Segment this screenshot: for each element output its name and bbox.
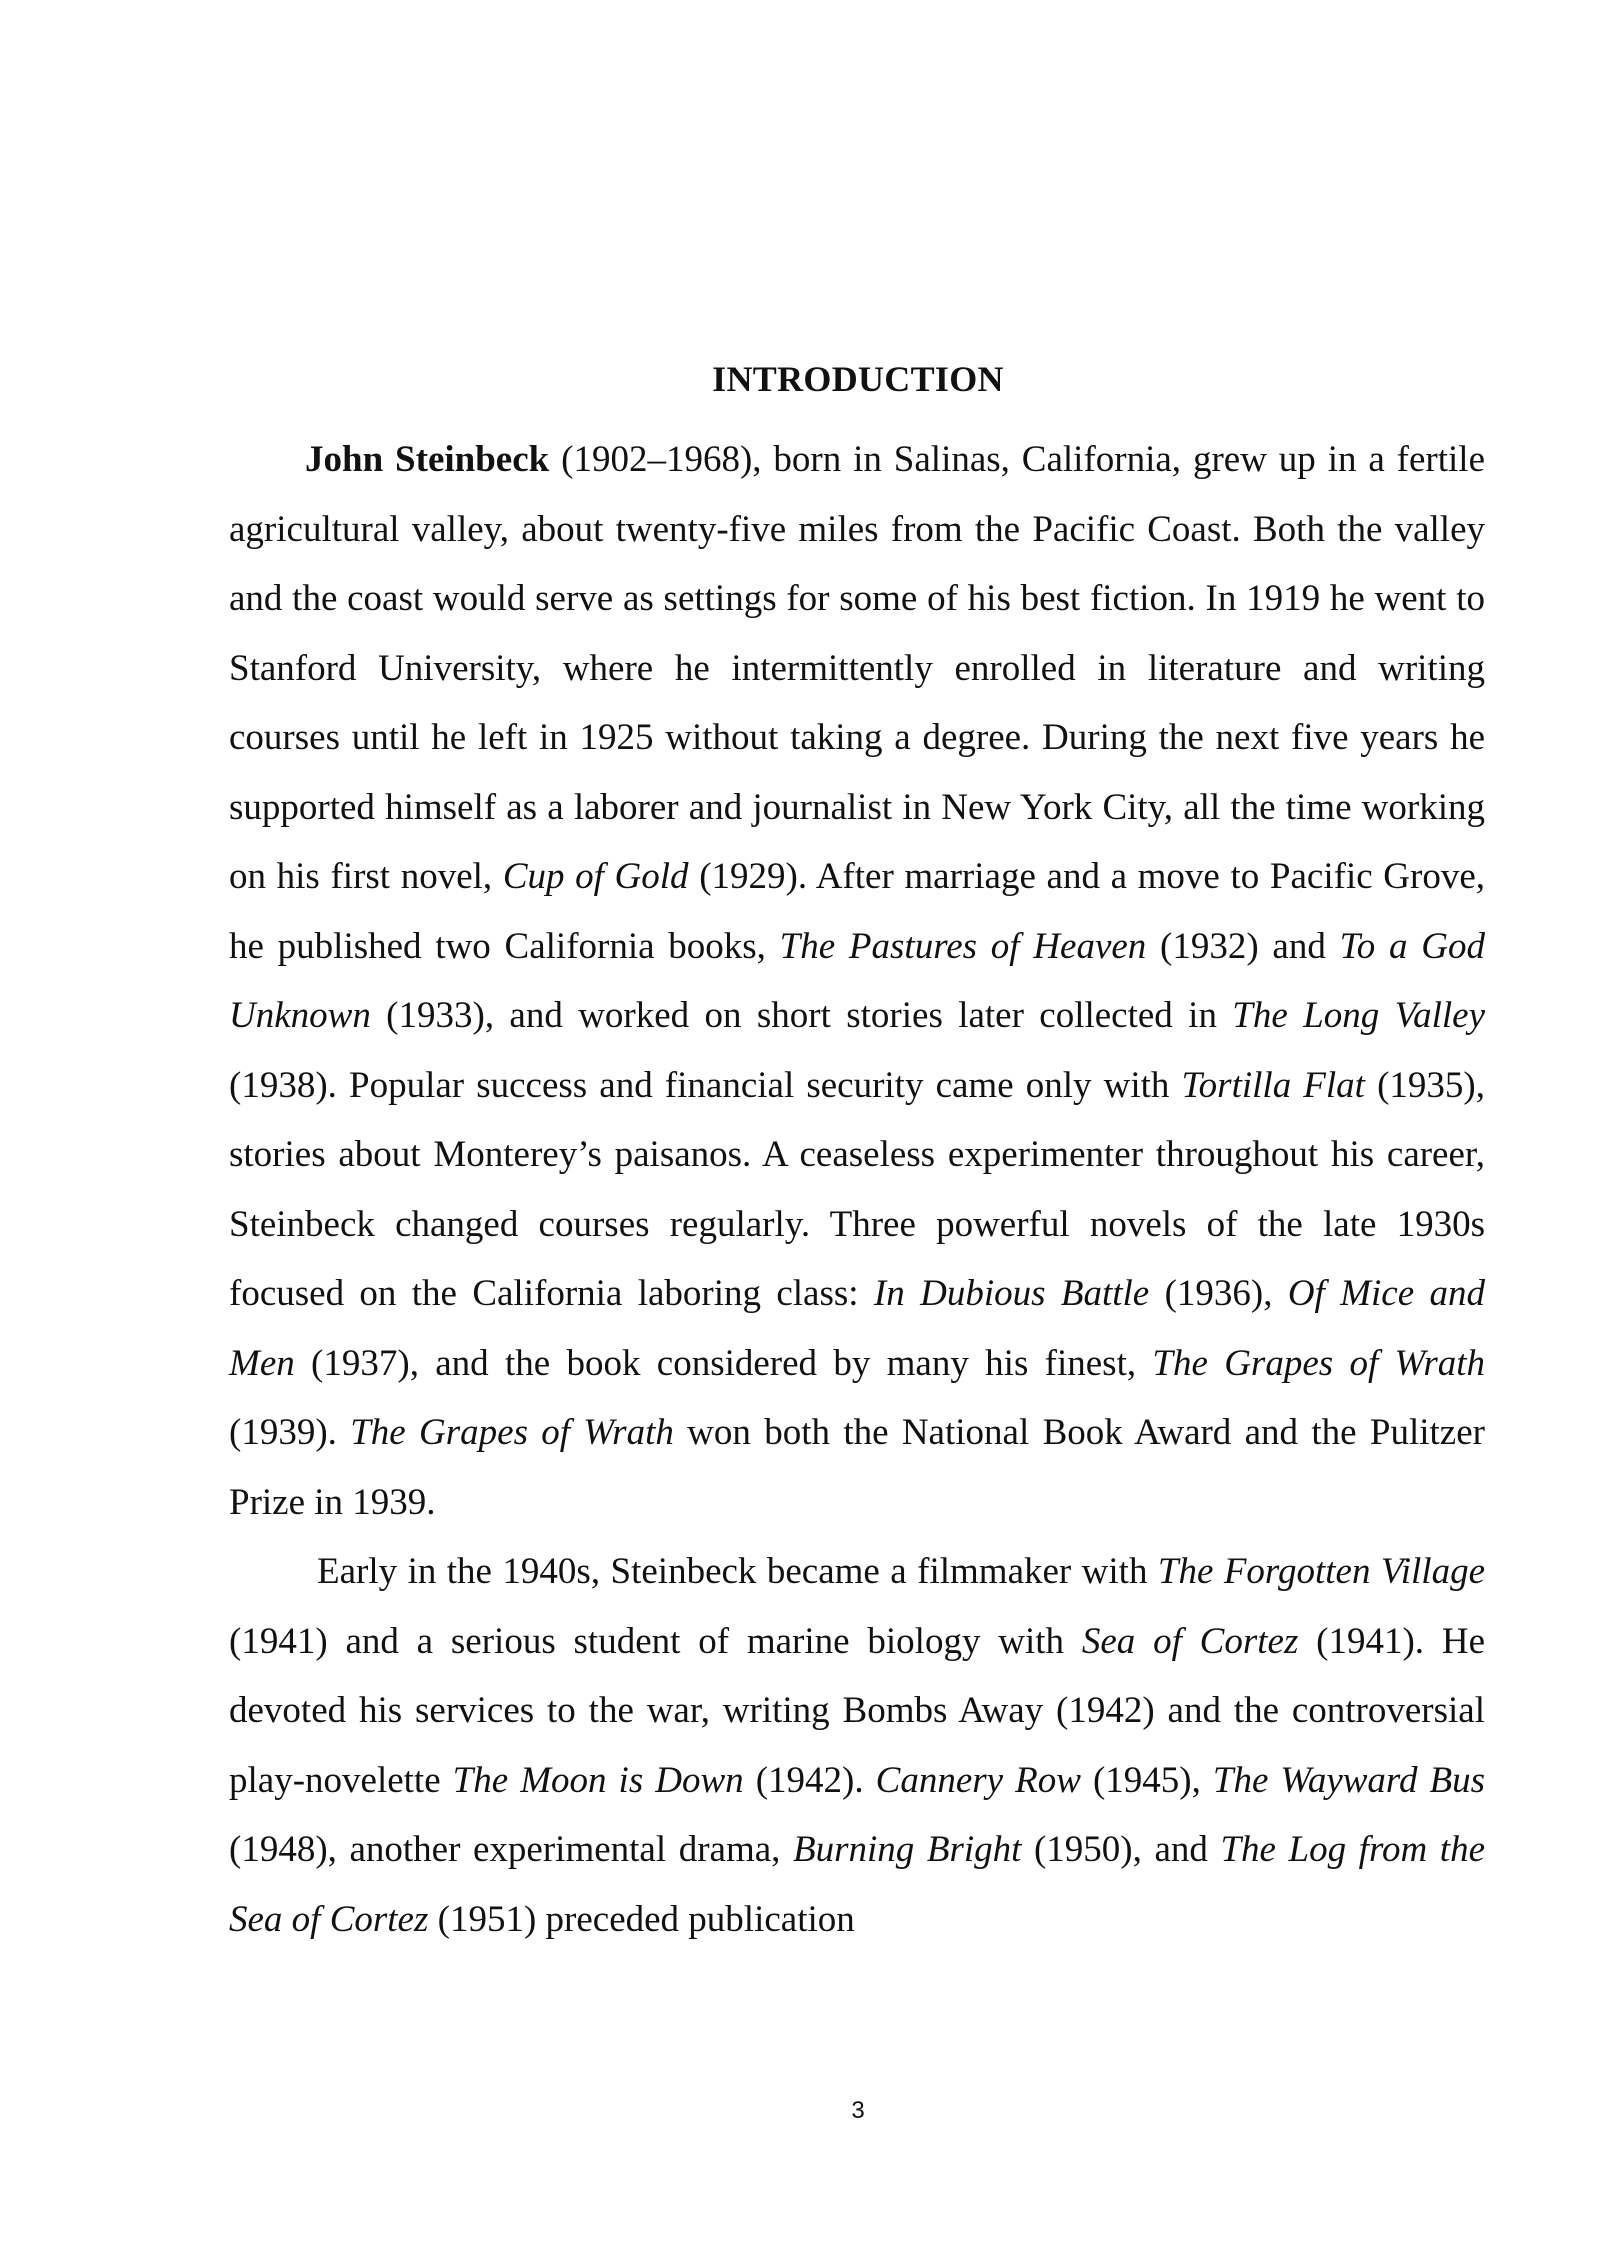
text-run: won both the National Book Award and the Pulitzer Prize in 1939. xyxy=(229,1412,1485,1523)
text-run: (1932) and xyxy=(1146,925,1340,967)
text-run: (1937), and the book considered by many his finest, xyxy=(294,1342,1153,1384)
title-italic: The Grapes of Wrath xyxy=(350,1412,674,1453)
title-italic: The Pastures of Heaven xyxy=(779,925,1147,967)
title-italic: To a God Unknown xyxy=(229,925,1485,1036)
text-run: (1939). xyxy=(229,1412,351,1453)
text-run: (1902–1968), born in Salinas, California, grew up in a fertile agricultural valley, about twenty-five miles from the Pacific Coast. Both the valley and the coast would serve as settings for some of his best fiction. In 1919 he went to Stanford University, where he intermittently enrolled in literature and writing courses until he left in 1925 without taking a degree. During the next five years he supported himself as a laborer and journalist in New York City, all the time working on his first novel, xyxy=(229,439,1485,897)
text-run: (1941). He devoted his services to the war, writing Bombs Away (1942) and the controversial play-novelette xyxy=(229,1620,1485,1801)
title-italic: Cup of Gold xyxy=(502,856,689,897)
title-italic: The Wayward Bus xyxy=(1212,1759,1485,1801)
text-run: Early in the 1940s, Steinbeck became a filmmaker with xyxy=(317,1551,1158,1592)
title-italic: Of Mice and Men xyxy=(229,1273,1485,1384)
paragraph-2 xyxy=(229,1537,1485,1954)
page-number: 3 xyxy=(851,2097,865,2124)
text-run: (1935), stories about Monterey’s paisanos. A ceaseless experimenter throughout his career, Steinbeck changed courses regularly. Three powerful novels of the late 1930s focused on the California laboring class: xyxy=(229,1064,1485,1314)
title-italic: Sea of Cortez xyxy=(1081,1620,1299,1662)
bold-run: John Steinbeck xyxy=(305,439,550,480)
text-run: (1929). After marriage and a move to Pacific Grove, he published two California books, xyxy=(229,856,1485,967)
text-run: (1948), another experimental drama, xyxy=(229,1829,793,1870)
paragraph-1 xyxy=(229,425,1485,1537)
text-run: (1933), and worked on short stories later collected in xyxy=(370,995,1233,1036)
title-italic: The Moon is Down xyxy=(452,1759,744,1801)
text-run: (1942). xyxy=(743,1759,876,1801)
text-run: (1938). Popular success and financial security came only with xyxy=(229,1064,1182,1106)
title-italic: The Long Valley xyxy=(1232,995,1485,1036)
title-italic: Tortilla Flat xyxy=(1181,1064,1365,1106)
title-italic: The Forgotten Village xyxy=(1157,1551,1485,1592)
title-italic: Burning Bright xyxy=(792,1829,1022,1870)
text-run: (1951) preceded publication xyxy=(428,1898,855,1940)
section-heading: INTRODUCTION xyxy=(712,359,1004,399)
text-run: (1936), xyxy=(1149,1273,1288,1314)
text-run: (1945), xyxy=(1080,1759,1213,1801)
text-run: (1950), and xyxy=(1021,1829,1221,1870)
title-italic: The Grapes of Wrath xyxy=(1152,1342,1485,1384)
text-run: (1941) and a serious student of marine biology with xyxy=(229,1620,1082,1662)
body-text xyxy=(229,425,1485,1954)
title-italic: Cannery Row xyxy=(875,1759,1081,1801)
title-italic: In Dubious Battle xyxy=(873,1273,1150,1314)
title-italic: The Log from the Sea of Cortez xyxy=(229,1829,1485,1940)
